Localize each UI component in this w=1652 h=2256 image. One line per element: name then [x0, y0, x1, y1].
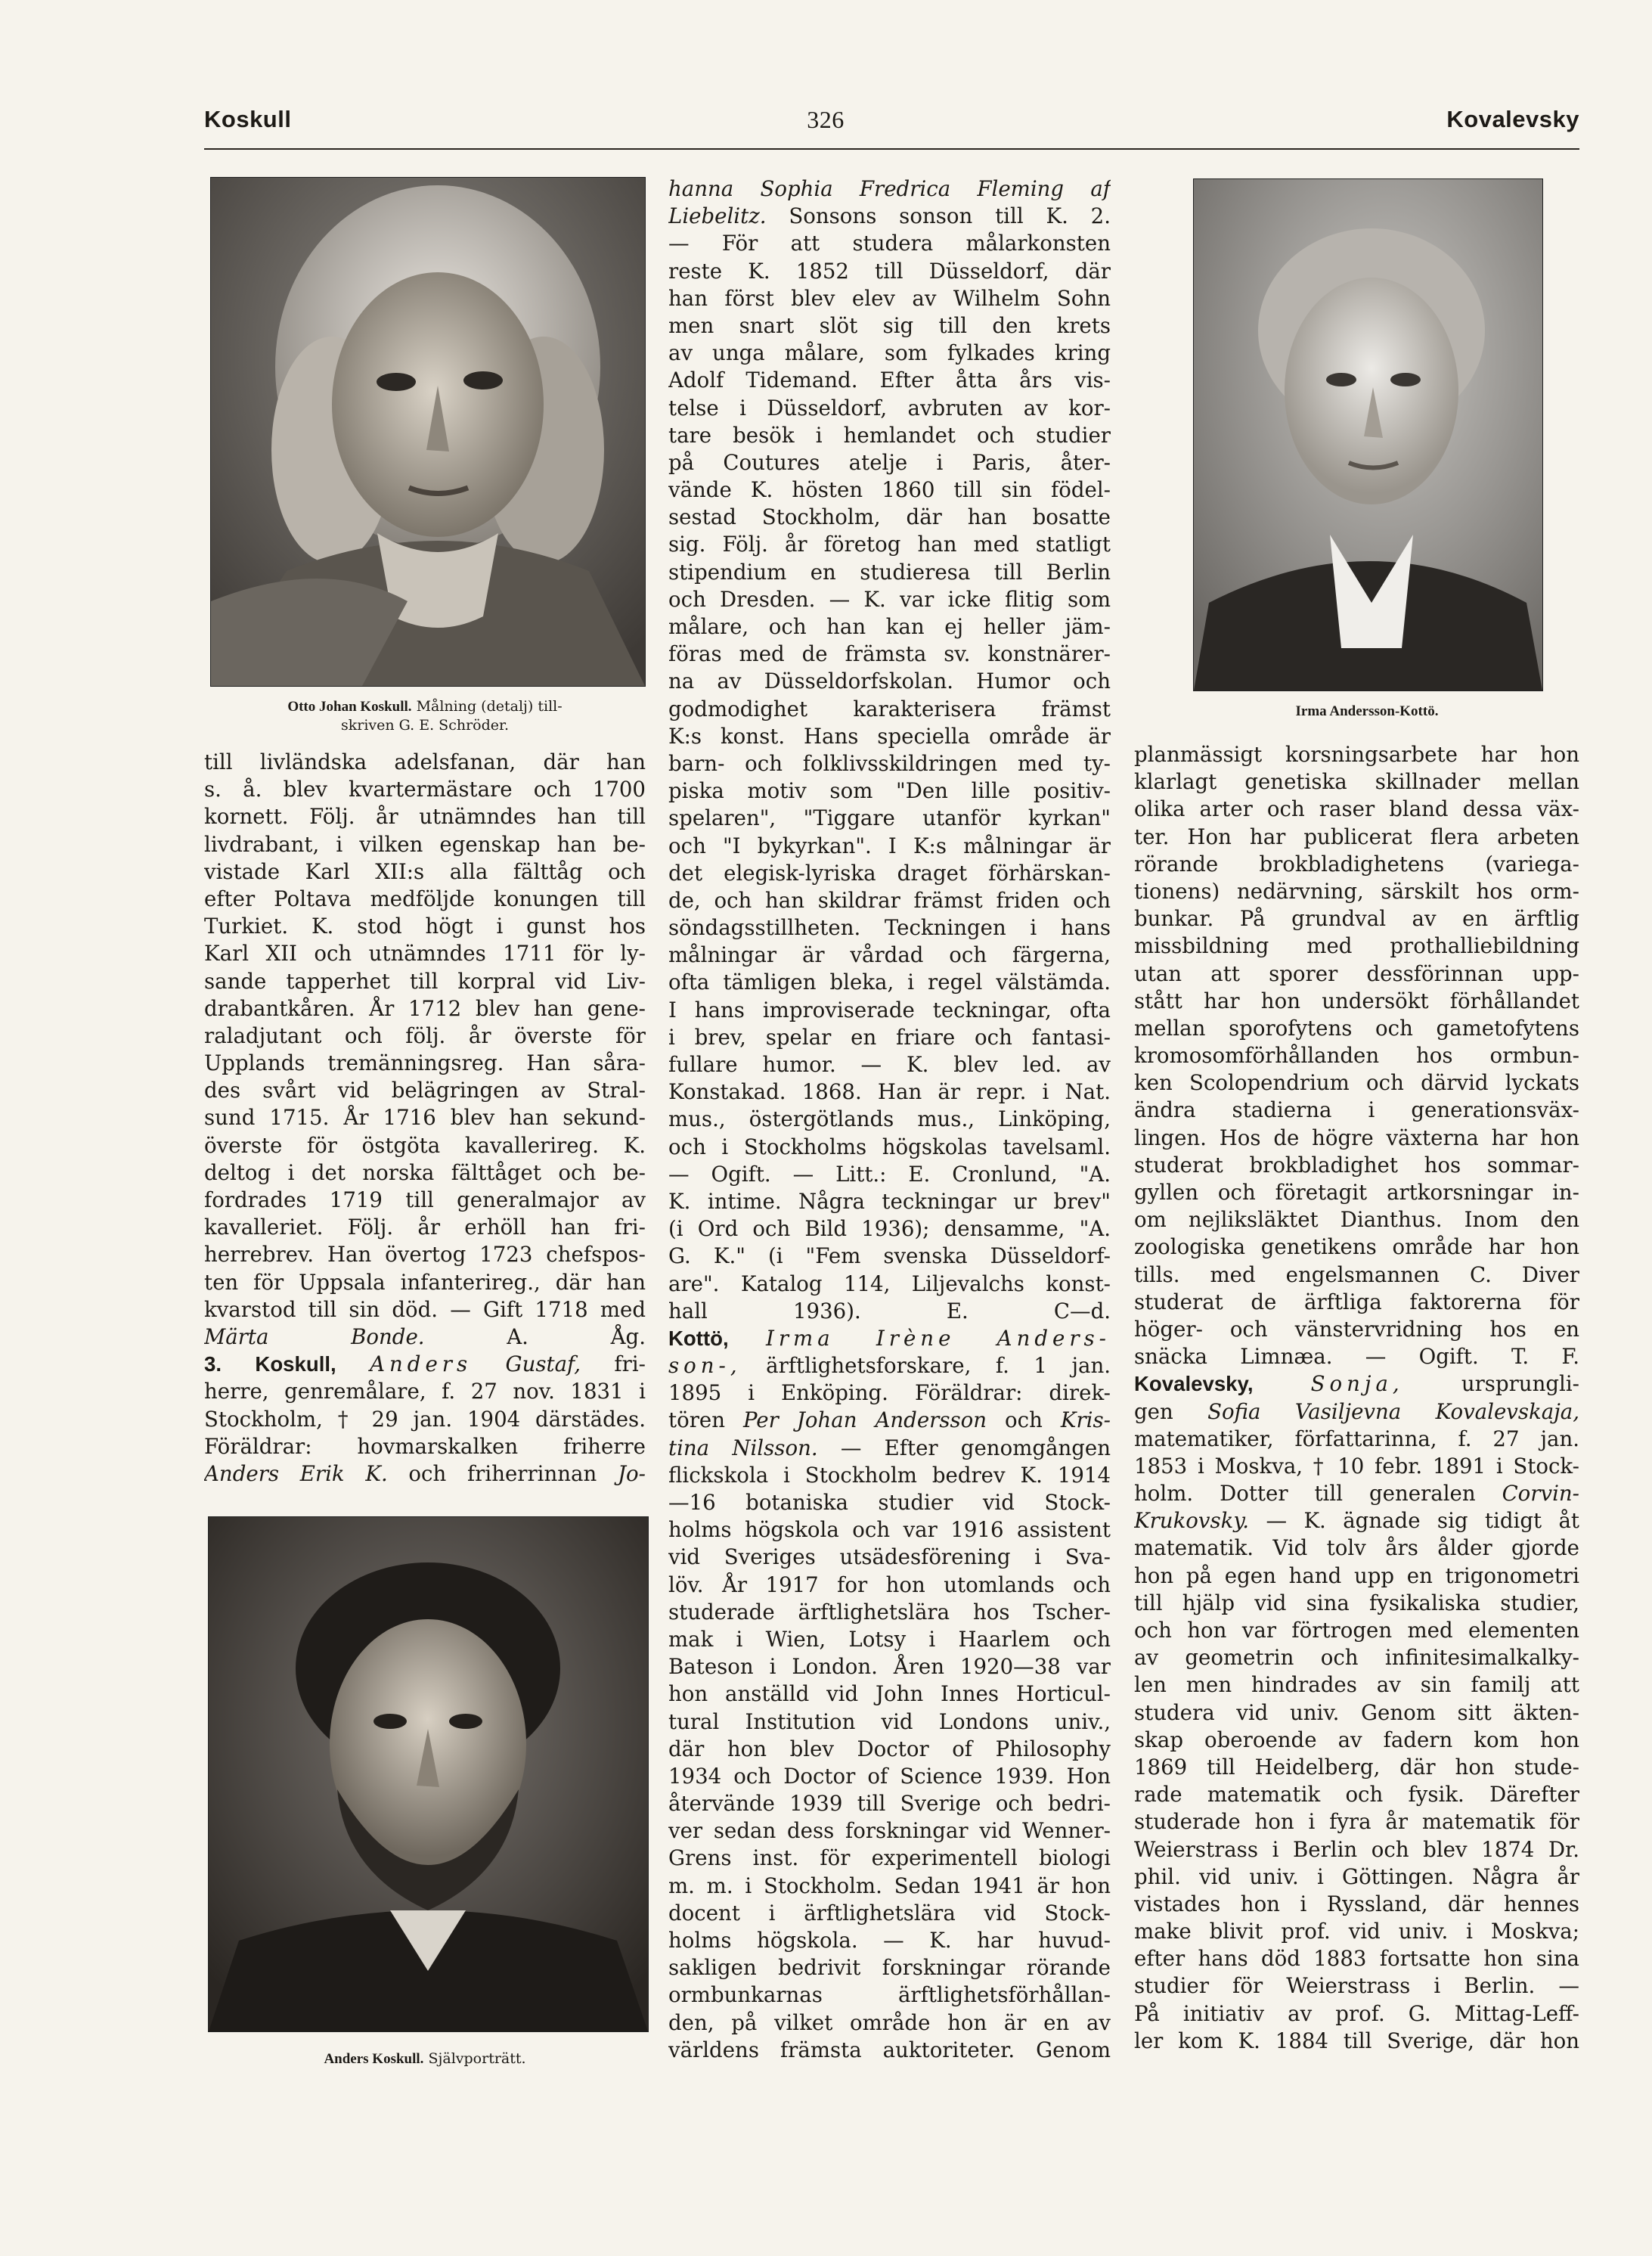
text-line: des svårt vid belägringen av Stral-	[204, 1078, 646, 1103]
text-line: — För att studera målarkonsten	[668, 231, 1111, 256]
text-line: höger- och vänstervridning hos en	[1134, 1316, 1579, 1342]
text-fragment: Sonsons sonson till K. 2.	[789, 203, 1111, 229]
text-line: —16 botaniska studier vid Stock-	[668, 1490, 1111, 1515]
text-line: barn- och folklivsskildringen med ty-	[668, 750, 1111, 776]
text-line: fullare humor. — K. blev led. av	[668, 1052, 1111, 1077]
father-name: Per Johan Andersson	[742, 1407, 987, 1433]
text-line: stipendium en studieresa till Berlin	[668, 559, 1111, 585]
text-line: piska motiv som "Den lille positiv-	[668, 778, 1111, 804]
mother-name-end: Liebelitz.	[668, 203, 767, 229]
text-line: vid Sveriges utsädesförening i Sva-	[668, 1544, 1111, 1570]
running-head-left: Koskull	[204, 106, 292, 132]
text-line: Bateson i London. Åren 1920—38 var	[668, 1654, 1111, 1680]
text-line: på Coutures atelje i Paris, åter-	[668, 449, 1111, 475]
text-line: efter Poltava medföljde konungen till	[204, 886, 646, 911]
text-line: han först blev elev av Wilhelm Sohn	[668, 285, 1111, 311]
text-line: K:s konst. Hans speciella område är	[668, 723, 1111, 749]
text-line: holms högskola och var 1916 assistent	[668, 1517, 1111, 1543]
text-line: m. m. i Stockholm. Sedan 1941 är hon	[668, 1873, 1111, 1898]
text-line: sund 1715. År 1716 blev han sekund-	[204, 1105, 646, 1131]
text-line: kromosomförhållanden hos ormbun-	[1134, 1043, 1579, 1069]
text-line: tionens) nedärvning, särskilt hos orm-	[1134, 878, 1579, 904]
text-line: (i Ord och Bild 1936); densamme, "A.	[668, 1216, 1111, 1242]
text-line: sakligen bedrivit forskningar rörande	[668, 1955, 1111, 1981]
entry-surname: Kottö,	[668, 1326, 729, 1350]
text-line: zoologiska genetikens område har hon	[1134, 1234, 1579, 1260]
text-line: målare, och han kan ej heller jäm-	[668, 614, 1111, 639]
text-fragment: gen	[1134, 1398, 1173, 1424]
text-line: fordrades 1719 till generalmajor av	[204, 1187, 646, 1212]
mother-name-start: Jo-	[617, 1460, 646, 1486]
text-line: K. intime. Några teckningar ur brev"	[668, 1188, 1111, 1214]
text-line: gyllen och företagit artkorsningar in-	[1134, 1180, 1579, 1205]
caption-name: Irma Andersson-Kottö.	[1295, 703, 1439, 719]
text-line: målningar är vårdad och färgerna,	[668, 942, 1111, 968]
text-line: och i Stockholms högskolas tavelsaml.	[668, 1134, 1111, 1159]
text-line: spelaren", "Tiggare utanför kyrkan"	[668, 805, 1111, 831]
text-line: Föräldrar: hovmarskalken friherre	[204, 1433, 646, 1459]
text-line	[1134, 1507, 1579, 1535]
text-line: mellan sporofytens och gametofytens	[1134, 1015, 1579, 1041]
caption-irma-andersson-kotto	[1178, 702, 1556, 721]
text-line: tare besök i hemlandet och studier	[668, 422, 1111, 448]
text-line: matematik. Vid tolv års ålder gjorde	[1134, 1535, 1579, 1561]
text-line: studerade hon i fyra år matematik för	[1134, 1809, 1579, 1835]
text-line: 1869 till Heidelberg, där hon stude-	[1134, 1754, 1579, 1780]
text-line: tills. med engelsmannen C. Diver	[1134, 1261, 1579, 1287]
text-line: 1895 i Enköping. Föräldrar: direk-	[668, 1380, 1111, 1406]
text-line: den, på vilket område hon är en av	[668, 2009, 1111, 2035]
text-line: ändra stadierna i generationsväx-	[1134, 1097, 1579, 1123]
text-line: stått har hon undersökt förhållandet	[1134, 988, 1579, 1013]
text-line: docent i ärftlighetslära vid Stock-	[668, 1900, 1111, 1926]
text-line: söndagsstillheten. Teckningen i hans	[668, 915, 1111, 941]
text-line: studerade ärftlighetslära hos Tscher-	[668, 1599, 1111, 1625]
author-signature: T. F.	[1511, 1344, 1579, 1370]
text-line: Stockholm, † 29 jan. 1904 därstädes.	[204, 1406, 646, 1432]
text-line: reste K. 1852 till Düsseldorf, där	[668, 258, 1111, 284]
text-line: hon på egen hand upp en trigonometri	[1134, 1562, 1579, 1588]
text-line: sestad Stockholm, där han bosatte	[668, 504, 1111, 530]
text-fragment: — Efter genomgången	[840, 1435, 1111, 1460]
text-line: löv. År 1917 for hon utomlands och	[668, 1572, 1111, 1597]
text-line: efter hans död 1883 fortsatte hon sina	[1134, 1946, 1579, 1972]
text-line: telse i Düsseldorf, avbruten av kor-	[668, 395, 1111, 420]
text-line: make blivit prof. vid univ. i Moskva;	[1134, 1919, 1579, 1944]
text-line: raladjutant och följ. år överste för	[204, 1022, 646, 1048]
text-line: men snart slöt sig till den krets	[668, 312, 1111, 338]
text-line: are". Katalog 114, Liljevalchs konst-	[668, 1271, 1111, 1296]
text-line: av unga målare, som fylkades kring	[668, 340, 1111, 366]
text-line: där hon blev Doctor of Philosophy	[668, 1736, 1111, 1761]
text-line: Turkiet. K. stod högt i gunst hos	[204, 914, 646, 939]
text-line: I hans improviserade teckningar, ofta	[668, 997, 1111, 1022]
father-name: Anders Erik K.	[204, 1460, 388, 1486]
entry-surname: Kovalevsky,	[1134, 1372, 1254, 1396]
entry-given-name-2: Gustaf,	[505, 1351, 581, 1377]
caption-otto-johan-koskull	[204, 697, 646, 734]
text-line: kornett. Följ. år utnämndes han till	[204, 804, 646, 830]
text-line: ten för Uppsala infanterireg., där han	[204, 1269, 646, 1295]
entry-given-name-end: son-,	[668, 1353, 742, 1379]
text-line	[668, 203, 1111, 230]
text-fragment: — K. ägnade sig tidigt åt	[1266, 1508, 1579, 1534]
page-number: 326	[807, 106, 845, 133]
text-line: till hjälp vid sina fysikaliska studier,	[1134, 1590, 1579, 1615]
entry-given-name: Sonja,	[1310, 1371, 1404, 1397]
text-line: flickskola i Stockholm bedrev K. 1914	[668, 1462, 1111, 1488]
text-line-signature	[1134, 1343, 1579, 1370]
text-line: i brev, spelar en friare och fantasi-	[668, 1024, 1111, 1050]
text-line: om nejliksläktet Dianthus. Inom den	[1134, 1207, 1579, 1233]
text-line: föras med de främsta sv. konstnärer-	[668, 641, 1111, 667]
text-line	[204, 1460, 646, 1488]
entry-given-name: Anders	[370, 1351, 473, 1377]
text-column-3	[1134, 741, 1579, 2055]
text-line: planmässigt korsningsarbete har hon	[1134, 742, 1579, 767]
text-line: — Ogift. — Litt.: E. Cronlund, "A.	[668, 1161, 1111, 1187]
text-fragment: snäcka Limnæa. — Ogift.	[1134, 1344, 1479, 1370]
spouse-name: Märta Bonde.	[204, 1323, 425, 1349]
text-line: G. K." (i "Fem svenska Düsseldorf-	[668, 1243, 1111, 1269]
caption-name: Otto Johan Koskull.	[287, 699, 412, 715]
caption-text-line2: skriven G. E. Schröder.	[340, 717, 510, 734]
portrait-image	[209, 1517, 648, 2031]
author-signature: A. Åg.	[507, 1323, 646, 1349]
text-line: och hon var förtrogen med elementen	[1134, 1618, 1579, 1643]
entry-number: 3.	[204, 1352, 222, 1376]
father-name-start: Corvin-	[1502, 1481, 1579, 1507]
text-line: Weierstrass i Berlin och blev 1874 Dr.	[1134, 1836, 1579, 1862]
text-line: len men hindrades av sin familj att	[1134, 1672, 1579, 1698]
text-line: herre, genremålare, f. 27 nov. 1831 i	[204, 1379, 646, 1404]
text-line: världens främsta auktoriteter. Genom	[668, 2037, 1111, 2062]
text-line: sig. Följ. år företog han med statligt	[668, 532, 1111, 557]
text-line: studier för Weierstrass i Berlin. —	[1134, 1973, 1579, 1999]
text-fragment: och friherrinnan	[408, 1460, 597, 1486]
text-line: Konstakad. 1868. Han är repr. i Nat.	[668, 1079, 1111, 1105]
text-line: Upplands tremänningsreg. Han såra-	[204, 1050, 646, 1076]
text-line: På initiativ av prof. G. Mittag-Leff-	[1134, 2000, 1579, 2026]
text-fragment: tören	[668, 1407, 725, 1433]
text-line: na av Düsseldorfskolan. Humor och	[668, 669, 1111, 694]
entry-heading-kotto	[668, 1325, 1111, 1352]
text-line: de, och han skildrar främst friden och	[668, 887, 1111, 913]
text-line: och Dresden. — K. var icke flitig som	[668, 586, 1111, 612]
portrait-anders-koskull	[208, 1516, 649, 2032]
portrait-otto-johan-koskull	[210, 177, 646, 687]
text-line: till livländska adelsfanan, där han	[204, 749, 646, 774]
text-line: ofta tämligen bleka, i regel välstämda.	[668, 970, 1111, 995]
text-line: mak i Wien, Lotsy i Haarlem och	[668, 1626, 1111, 1652]
text-fragment: hall 1936).	[668, 1298, 861, 1323]
text-line: studera vid univ. Genom sitt äkten-	[1134, 1699, 1579, 1725]
text-line: missbildning med prothalliebildning	[1134, 933, 1579, 959]
original-name: Sofia Vasiljevna Kovalevskaja,	[1207, 1398, 1579, 1424]
text-fragment: ärftlighetsforskare, f. 1 jan.	[766, 1353, 1111, 1379]
text-line: matematiker, författarinna, f. 27 jan.	[1134, 1426, 1579, 1451]
text-line: återvände 1939 till Sverige och bedri-	[668, 1791, 1111, 1817]
text-line: överste för östgöta kavallerireg. K.	[204, 1132, 646, 1158]
text-line: kavalleriet. Följ. år erhöll han fri-	[204, 1215, 646, 1240]
portrait-irma-andersson-kotto	[1193, 178, 1543, 691]
text-line: studerat de ärftliga faktorerna för	[1134, 1289, 1579, 1314]
text-line: herrebrev. Han övertog 1723 chefspos-	[204, 1242, 646, 1268]
text-line: holms högskola. — K. har huvud-	[668, 1928, 1111, 1953]
text-line: vistades hon i Ryssland, där hennes	[1134, 1891, 1579, 1916]
entry-given-name: Irma Irène Anders-	[765, 1325, 1111, 1351]
text-line: och "I bykyrkan". I K:s målningar är	[668, 833, 1111, 858]
author-signature: E. C—d.	[946, 1298, 1111, 1323]
text-line: hanna Sophia Fredrica Fleming af	[668, 176, 1111, 201]
text-line: klarlagt genetiska skillnader mellan	[1134, 769, 1579, 795]
text-line: ter. Hon har publicerat flera arbeten	[1134, 824, 1579, 849]
portrait-image	[211, 178, 645, 686]
text-line: rade matematik och fysik. Därefter	[1134, 1782, 1579, 1808]
text-fragment: holm. Dotter till generalen	[1134, 1481, 1476, 1507]
text-line: av geometrin och infinitesimalkalky-	[1134, 1645, 1579, 1671]
running-head-right: Kovalevsky	[1446, 106, 1579, 132]
text-line: det elegisk-lyriska draget förhärskan-	[668, 860, 1111, 886]
father-name-end: Krukovsky.	[1134, 1508, 1250, 1534]
text-fragment: ursprungli-	[1461, 1371, 1579, 1397]
text-line	[1134, 1398, 1579, 1426]
text-line: 1934 och Doctor of Science 1939. Hon	[668, 1763, 1111, 1789]
text-line: kvarstod till sin död. — Gift 1718 med	[204, 1296, 646, 1322]
text-line: Adolf Tidemand. Efter åtta års vis-	[668, 368, 1111, 393]
text-line: ormbunkarnas ärftlighetsförhållan-	[668, 1982, 1111, 2008]
text-line: bunkar. På grundval av en ärftlig	[1134, 906, 1579, 932]
text-line-signature	[204, 1323, 646, 1351]
text-line: vände K. hösten 1860 till sin födel-	[668, 477, 1111, 503]
caption-text: Målning (detalj) till-	[416, 698, 563, 715]
entry-heading-kovalevsky	[1134, 1370, 1579, 1398]
mother-name-start: Kris-	[1060, 1407, 1111, 1433]
text-line: godmodighet karakterisera främst	[668, 696, 1111, 721]
portrait-image	[1194, 179, 1542, 690]
text-line: drabantkåren. År 1712 blev han gene-	[204, 995, 646, 1021]
text-fragment: fri-	[614, 1351, 646, 1377]
caption-name: Anders Koskull.	[324, 2051, 424, 2067]
text-line: ken Scolopendrium och därvid lyckats	[1134, 1070, 1579, 1096]
text-line: rörande brokbladighetens (variega-	[1134, 851, 1579, 877]
text-line: skap oberoende av fadern kom hon	[1134, 1727, 1579, 1752]
text-line: vistade Karl XII:s alla fälttåg och	[204, 858, 646, 884]
text-line: deltog i det norska fälttåget och be-	[204, 1159, 646, 1185]
text-line: mus., östergötlands mus., Linköping,	[668, 1106, 1111, 1132]
text-line: Karl XII och utnämndes 1711 för ly-	[204, 941, 646, 967]
text-line: hon anställd vid John Innes Horticul-	[668, 1681, 1111, 1707]
caption-text: Självporträtt.	[428, 2050, 526, 2067]
text-column-1	[204, 749, 646, 1488]
mother-name-end: tina Nilsson.	[668, 1435, 818, 1460]
text-line: studerat brokbladighet hos sommar-	[1134, 1152, 1579, 1178]
entry-surname: Koskull,	[255, 1352, 336, 1376]
text-line: Grens inst. för experimentell biologi	[668, 1845, 1111, 1871]
text-line: sande tapperhet till korpral vid Liv-	[204, 968, 646, 994]
text-line: livdrabant, i vilken egenskap han be-	[204, 831, 646, 857]
text-line: s. å. blev kvartermästare och 1700	[204, 777, 646, 802]
text-line: utan att sporer dessförinnan upp-	[1134, 960, 1579, 986]
caption-anders-koskull	[204, 2050, 646, 2068]
text-line	[668, 1407, 1111, 1434]
entry-heading-anders-koskull	[204, 1351, 646, 1378]
text-line: lingen. Hos de högre växterna har hon	[1134, 1125, 1579, 1150]
text-line	[1134, 1480, 1579, 1507]
text-line: ver sedan dess forskningar vid Wenner-	[668, 1818, 1111, 1844]
text-fragment: och	[1005, 1407, 1043, 1433]
text-line	[668, 1435, 1111, 1462]
text-line	[668, 1352, 1111, 1379]
text-column-2	[668, 175, 1111, 2064]
header-rule	[204, 148, 1579, 150]
text-line: tural Institution vid Londons univ.,	[668, 1708, 1111, 1734]
text-line: ler kom K. 1884 till Sverige, där hon	[1134, 2028, 1579, 2053]
text-line: 1853 i Moskva, † 10 febr. 1891 i Stock-	[1134, 1453, 1579, 1479]
text-line: olika arter och raser bland dessa väx-	[1134, 796, 1579, 822]
text-line: phil. vid univ. i Göttingen. Några år	[1134, 1863, 1579, 1889]
text-line-signature	[668, 1298, 1111, 1325]
